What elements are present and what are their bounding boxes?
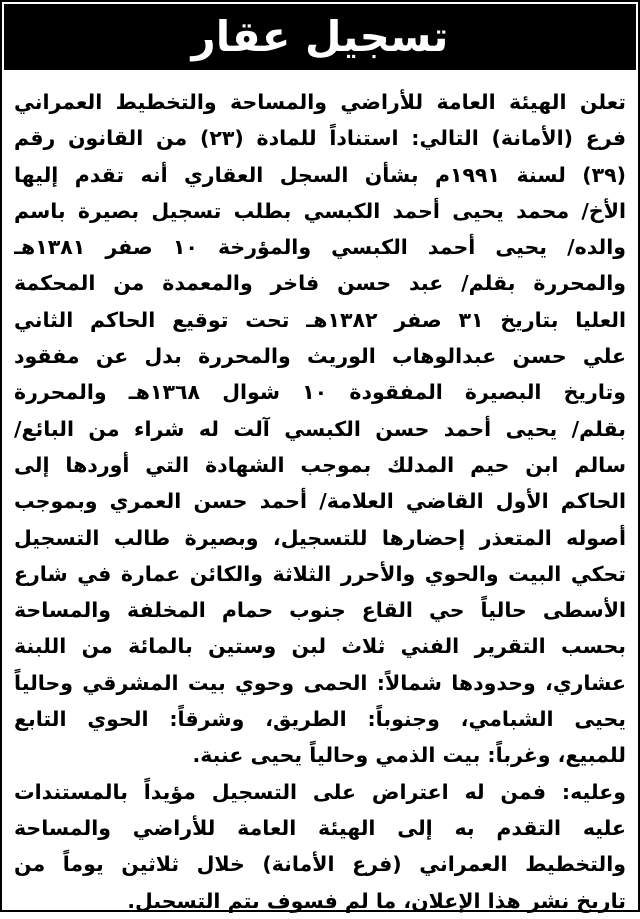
notice-title: تسجيل عقار	[191, 12, 449, 61]
notice-line: سالم ابن حيم المدلك بموجب الشهادة التي أوردها إلى	[14, 452, 626, 477]
notice-line: (٣٩) لسنة ١٩٩١م بشأن السجل العقاري أنه تقدم إليها	[14, 162, 626, 187]
notice-line: العليا بتاريخ ٣١ صفر ١٣٨٢هـ تحت توقيع الحاكم الثاني	[14, 307, 626, 332]
notice-line: يحيى الشبامي، وجنوباً: الطريق، وشرقاً: الحوي التابع	[14, 707, 626, 732]
notice-line: بقلم/ يحيى أحمد حسن الكبسي آلت له شراء من البائع/	[14, 416, 626, 441]
notice-line: عشاري، وحدودها شمالاً: الحمى وحوي بيت المشرقي وحالياً	[14, 670, 626, 695]
notice-line: وعليه: فمن له اعتراض على التسجيل مؤيداً بالمستندات	[14, 779, 626, 804]
notice-header	[4, 4, 636, 70]
notice-line: فرع (الأمانة) التالي: استناداً للمادة (٢٣) من القانون رقم	[14, 126, 626, 151]
notice-line: أصوله المتعذر إحضارها للتسجيل، وبصيرة طالب التسجيل	[14, 525, 626, 550]
notice-line: الحاكم الأول القاضي العلامة/ أحمد حسن العمري وبموجب	[14, 489, 626, 514]
notice-line: وتاريخ البصيرة المفقودة ١٠ شوال ١٣٦٨هـ والمحررة	[14, 380, 626, 405]
notice-body	[14, 84, 626, 919]
notice-line: الأخ/ محمد يحيى أحمد الكبسي بطلب تسجيل بصيرة باسم	[14, 198, 626, 223]
notice-line: تعلن الهيئة العامة للأراضي والمساحة والتخطيط العمراني	[14, 90, 626, 114]
notice-line: والمحررة بقلم/ عبد حسن فاخر والمعمدة من المحكمة	[14, 271, 626, 296]
notice-line: تاريخ نشر هذا الإعلان، ما لم فسوف يتم التسجيل.	[127, 888, 626, 913]
notice-line: عليه التقدم به إلى الهيئة العامة للأراضي والمساحة	[14, 815, 626, 840]
notice-line: تحكي البيت والحوي والأحرر الثلاثة والكائن عمارة في شارع	[14, 561, 626, 586]
notice-line: علي حسن عبدالوهاب الوريث والمحررة بدل عن مفقود	[14, 344, 626, 369]
notice-line: والده/ يحيى أحمد الكبسي والمؤرخة ١٠ صفر ١٣٨١هـ	[14, 235, 626, 260]
notice-line: الأسطى حالياً حي القاع جنوب حمام المخلفة والمساحة	[14, 598, 626, 623]
notice-line: والتخطيط العمراني (فرع الأمانة) خلال ثلاثين يوماً من	[14, 852, 626, 877]
notice-line: للمبيع، وغرباً: بيت الذمي وحالياً يحيى عنبة.	[192, 743, 626, 768]
notice-line: بحسب التقرير الفني ثلاث لبن وستين بالمائة من اللبنة	[14, 634, 626, 659]
